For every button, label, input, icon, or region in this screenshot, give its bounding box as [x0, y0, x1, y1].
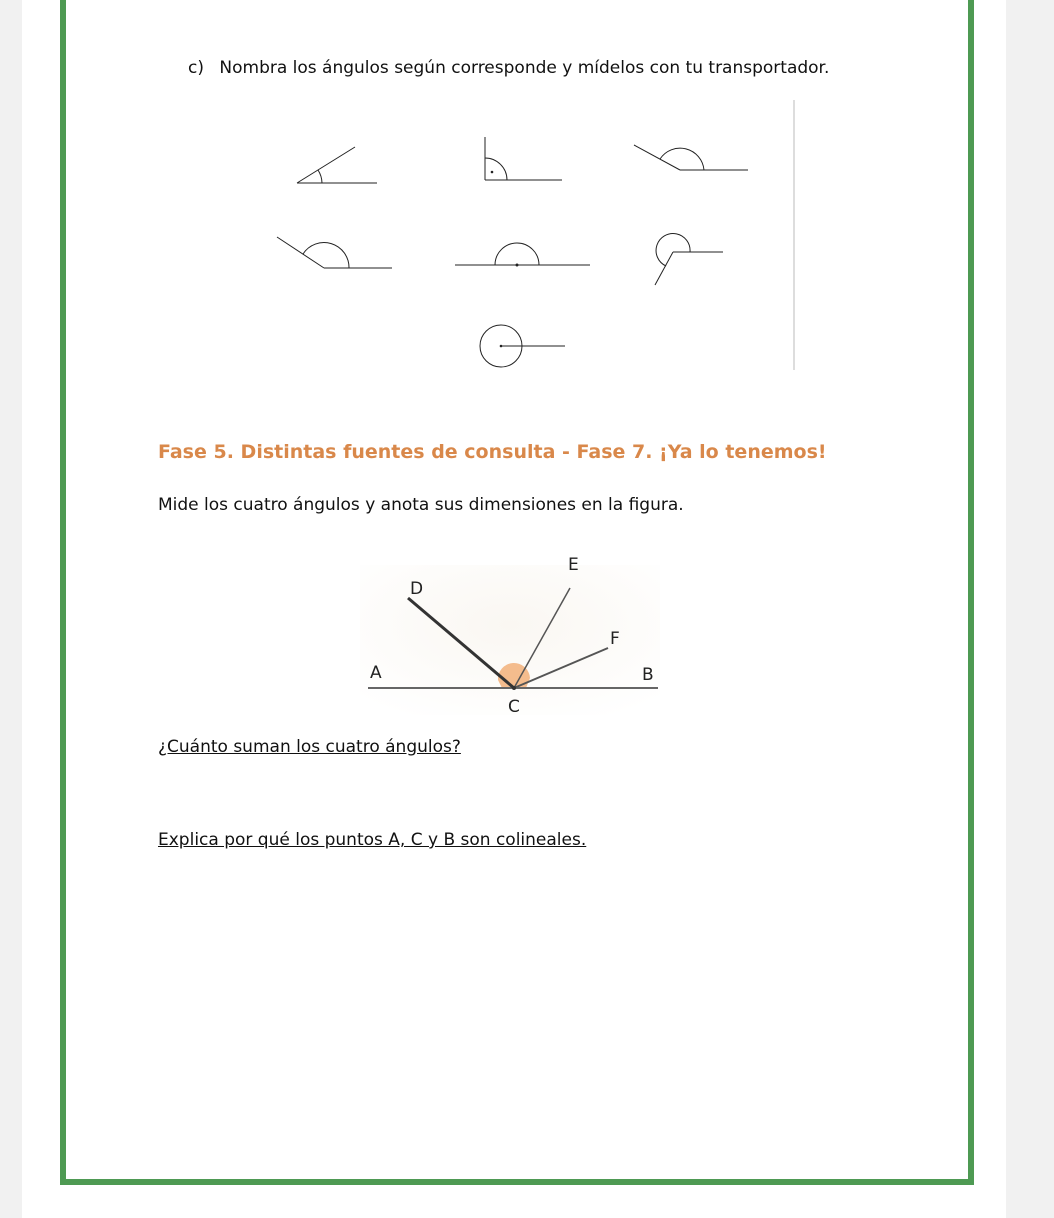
label-a: A — [370, 663, 382, 683]
obtuse-angle-2 — [277, 237, 392, 268]
angles-exercise — [0, 0, 1054, 420]
label-c: C — [508, 697, 520, 717]
instruction-c-text: Nombra los ángulos según corresponde y mídelos con tu transportador. — [219, 58, 830, 78]
label-b: B — [642, 665, 654, 685]
rays-figure — [340, 540, 680, 720]
question-collinear: Explica por qué los puntos A, C y B son colineales. — [158, 830, 587, 850]
acute-angle — [297, 147, 377, 183]
label-e: E — [568, 555, 579, 575]
measure-instruction: Mide los cuatro ángulos y anota sus dimensiones en la figura. — [158, 495, 684, 515]
reflex-angle — [655, 234, 723, 285]
instruction-c-letter: c) — [188, 58, 204, 78]
right-angle — [485, 137, 562, 180]
question-sum: ¿Cuánto suman los cuatro ángulos? — [158, 737, 461, 757]
straight-angle — [455, 243, 590, 266]
obtuse-angle — [634, 145, 748, 170]
label-d: D — [410, 579, 424, 599]
point-c-dot — [512, 686, 516, 690]
phase-title: Fase 5. Distintas fuentes de consulta - Fase 7. ¡Ya lo tenemos! — [158, 441, 827, 463]
full-angle — [480, 325, 565, 367]
label-f: F — [610, 629, 620, 649]
